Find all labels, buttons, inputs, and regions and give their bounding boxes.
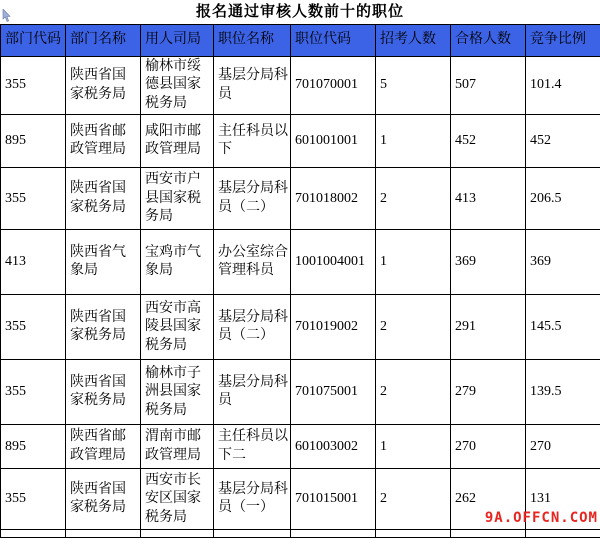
table-cell: 701075001 <box>291 360 376 425</box>
table-cell: 601001001 <box>291 115 376 168</box>
table-cell: 701015001 <box>291 469 376 530</box>
table-cell: 291 <box>451 295 526 360</box>
table-cell <box>141 530 214 538</box>
table-cell: 279 <box>451 360 526 425</box>
page-title: 报名通过审核人数前十的职位 <box>0 0 600 24</box>
table-cell: 206.5 <box>526 168 600 230</box>
table-cell: 507 <box>451 57 526 115</box>
table-cell: 咸阳市邮政管理局 <box>141 115 214 168</box>
table-row <box>1 295 600 360</box>
table-cell: 270 <box>451 425 526 469</box>
table-cell <box>66 530 141 538</box>
table-cell: 主任科员以下二 <box>214 425 291 469</box>
table-cell: 1 <box>376 115 451 168</box>
table-cell: 369 <box>451 230 526 295</box>
table-cell: 369 <box>526 230 600 295</box>
table-cell: 基层分局科员 <box>214 360 291 425</box>
table-row <box>1 115 600 168</box>
table-cell: 701019002 <box>291 295 376 360</box>
column-header: 合格人数 <box>451 25 526 57</box>
table-cell <box>526 530 600 538</box>
table-cell: 西安市户县国家税务局 <box>141 168 214 230</box>
table-cell: 131 <box>526 469 600 530</box>
table-cell: 陕西省气象局 <box>66 230 141 295</box>
table-cell: 办公室综合管理科员 <box>214 230 291 295</box>
table-cell: 895 <box>1 425 66 469</box>
table-cell <box>451 530 526 538</box>
table-cell: 139.5 <box>526 360 600 425</box>
column-header: 部门名称 <box>66 25 141 57</box>
table-cell: 145.5 <box>526 295 600 360</box>
column-header: 招考人数 <box>376 25 451 57</box>
table-cell: 2 <box>376 360 451 425</box>
table-row <box>1 425 600 469</box>
table-cell: 西安市长安区国家税务局 <box>141 469 214 530</box>
table-cell: 2 <box>376 295 451 360</box>
table-row <box>1 230 600 295</box>
positions-table <box>0 24 600 538</box>
table-cell: 355 <box>1 57 66 115</box>
header-row <box>1 25 600 57</box>
table-cell: 基层分局科员（二） <box>214 295 291 360</box>
table-cell: 西安市高陵县国家税务局 <box>141 295 214 360</box>
table-cell: 262 <box>451 469 526 530</box>
table-cell: 452 <box>451 115 526 168</box>
table-cell: 895 <box>1 115 66 168</box>
table-cell: 601003002 <box>291 425 376 469</box>
table-row <box>1 168 600 230</box>
table-cell: 5 <box>376 57 451 115</box>
table-cell: 基层分局科员（二） <box>214 168 291 230</box>
table-cell: 渭南市邮政管理局 <box>141 425 214 469</box>
column-header: 部门代码 <box>1 25 66 57</box>
table-cell: 701070001 <box>291 57 376 115</box>
table-cell: 基层分局科员（一） <box>214 469 291 530</box>
table-body <box>1 57 600 538</box>
column-header: 用人司局 <box>141 25 214 57</box>
table-cell: 陕西省邮政管理局 <box>66 425 141 469</box>
table-cell: 355 <box>1 295 66 360</box>
table-cell: 主任科员以下 <box>214 115 291 168</box>
table-cell: 355 <box>1 168 66 230</box>
table-cell <box>376 530 451 538</box>
table-cell: 101.4 <box>526 57 600 115</box>
table-cell <box>291 530 376 538</box>
table-cell: 452 <box>526 115 600 168</box>
column-header: 职位代码 <box>291 25 376 57</box>
table-cell: 陕西省国家税务局 <box>66 360 141 425</box>
table-cell: 701018002 <box>291 168 376 230</box>
table-cell: 2 <box>376 168 451 230</box>
table-cell: 基层分局科员 <box>214 57 291 115</box>
table-cell: 陕西省邮政管理局 <box>66 115 141 168</box>
table-cell: 1 <box>376 230 451 295</box>
watermark: 9A.OFFCN.COM <box>485 510 598 526</box>
table-cell <box>214 530 291 538</box>
table-cell: 榆林市绥德县国家税务局 <box>141 57 214 115</box>
table-row <box>1 360 600 425</box>
table-cell: 2 <box>376 469 451 530</box>
table-cell: 355 <box>1 469 66 530</box>
partial-row <box>1 530 600 538</box>
table-cell <box>1 530 66 538</box>
table-cell: 413 <box>1 230 66 295</box>
table-cell: 270 <box>526 425 600 469</box>
table-cell: 355 <box>1 360 66 425</box>
table-cell: 1 <box>376 425 451 469</box>
table-row <box>1 57 600 115</box>
table-header <box>1 25 600 57</box>
table-cell: 陕西省国家税务局 <box>66 57 141 115</box>
table-cell: 陕西省国家税务局 <box>66 168 141 230</box>
table-cell: 陕西省国家税务局 <box>66 295 141 360</box>
column-header: 职位名称 <box>214 25 291 57</box>
column-header: 竞争比例 <box>526 25 600 57</box>
table-cell: 1001004001 <box>291 230 376 295</box>
table-cell: 413 <box>451 168 526 230</box>
table-cell: 榆林市子洲县国家税务局 <box>141 360 214 425</box>
table-cell: 宝鸡市气象局 <box>141 230 214 295</box>
mouse-cursor-icon <box>2 9 11 22</box>
table-cell: 陕西省国家税务局 <box>66 469 141 530</box>
